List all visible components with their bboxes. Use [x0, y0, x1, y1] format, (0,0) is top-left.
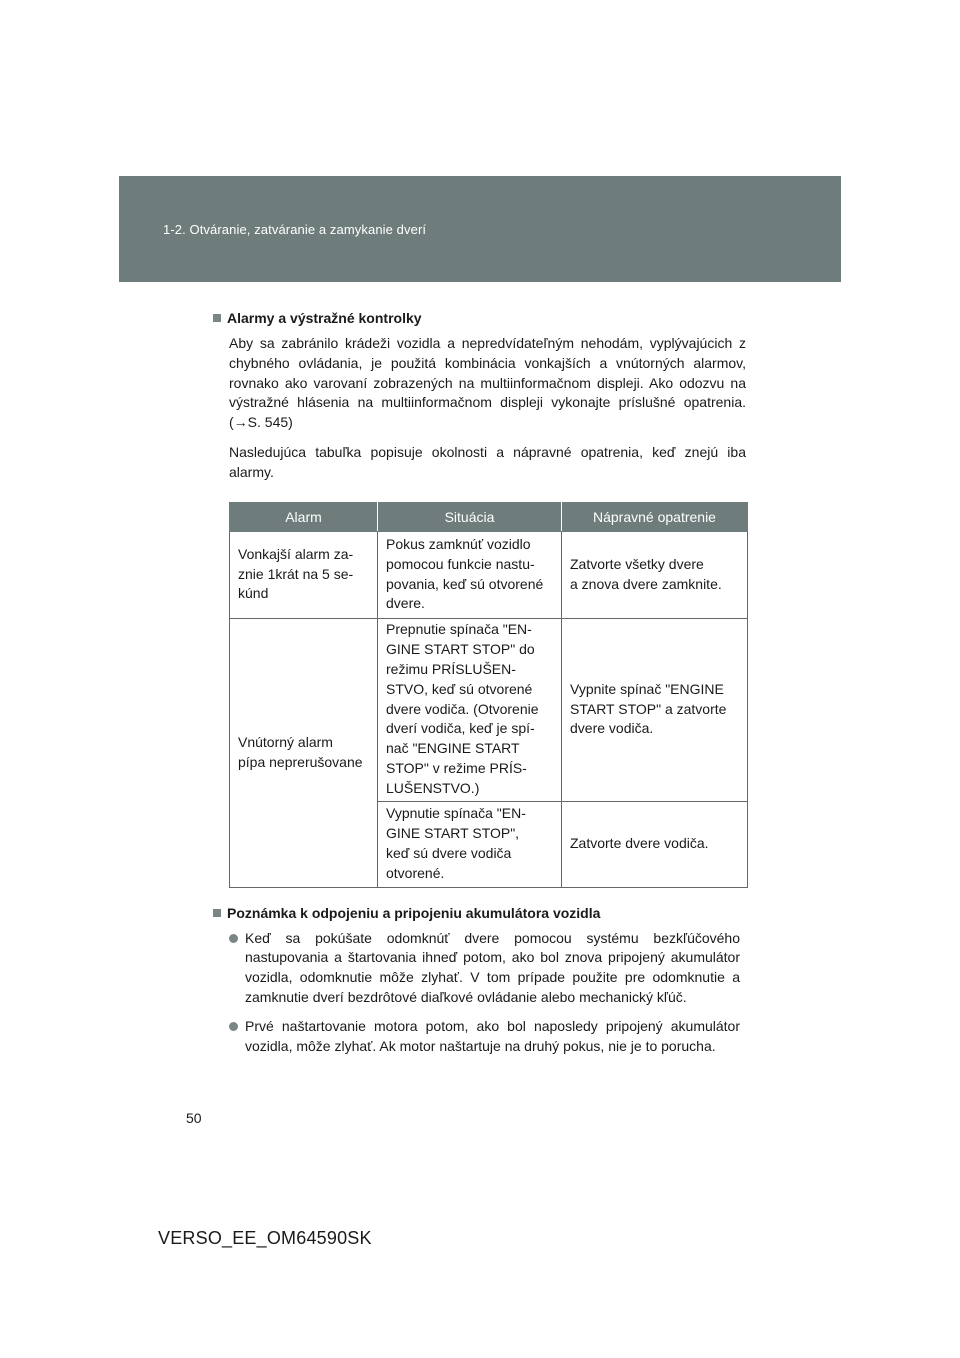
table-intro-paragraph: Nasledujúca tabuľka popisuje okolnosti a nápravné opatrenia, keď znejú iba alarmy. — [229, 443, 746, 480]
round-bullet-icon — [229, 1022, 238, 1031]
page-content — [213, 308, 746, 1065]
list-item — [229, 1017, 746, 1057]
section-heading-battery — [213, 903, 746, 923]
column-header-situation: Situácia — [378, 502, 562, 531]
round-bullet-icon — [229, 934, 238, 943]
square-bullet-icon — [213, 909, 221, 917]
section-heading-text: Alarmy a výstražné kontrolky — [227, 310, 422, 326]
section-heading-text: Poznámka k odpojeniu a pripojeniu akumulátora vozidla — [227, 904, 601, 921]
alarms-intro-paragraph: Aby sa zabránilo krádeži vozidla a nepredvídateľným nehodám, vyplývajúcich z chybného ovládania, je použitá kombinácia vonkajších a vnútorných alarmov, rovnako ako varovaní zobrazených na multiinformačnom displeji. Ako odozvu na výstražné hlásenia na multiinformačnom displeji vykonajte príslušné opatrenia. (→S. 545) — [229, 335, 746, 431]
document-code: VERSO_EE_OM64590SK — [158, 1228, 372, 1248]
table-cell-remedy: Vypnite spínač "ENGINE START STOP" a zatvorte dvere vodiča. — [562, 618, 748, 801]
list-item-text: Keď sa pokúšate odomknúť dvere pomocou systému bezkľúčového nastupovania a štartovania ihneď potom, ako bol znova pripojený akumulátor vozidla, odomknutie môže zlyhať. V tom prípade použite pre odomknutie a zamknutie dverí bezdrôtové diaľkové ovládanie alebo mechanický kľúč. — [245, 929, 740, 1005]
table-cell-alarm: Vonkajší alarm za- znie 1krát na 5 se- kúnd — [230, 531, 378, 618]
table-row — [230, 531, 748, 618]
table-header-row — [230, 502, 748, 531]
list-item-text: Prvé naštartovanie motora potom, ako bol naposledy pripojený akumulátor vozidla, môže zlyhať. Ak motor naštartuje na druhý pokus, nie je to porucha. — [245, 1017, 740, 1054]
table-cell-situation: Vypnutie spínača "EN- GINE START STOP", keď sú dvere vodiča otvorené. — [378, 801, 562, 887]
table-cell-remedy: Zatvorte dvere vodiča. — [562, 801, 748, 887]
table-cell-situation: Prepnutie spínača "EN- GINE START STOP" do režimu PRÍSLUŠEN- STVO, keď sú otvorené dvere vodiča. (Otvorenie dverí vodiča, keď je spí- nač "ENGINE START STOP" v režime PRÍS- LUŠENSTVO.) — [378, 618, 562, 801]
table-cell-remedy: Zatvorte všetky dvere a znova dvere zamknite. — [562, 531, 748, 618]
column-header-remedy: Nápravné opatrenie — [562, 502, 748, 531]
table-cell-situation: Pokus zamknúť vozidlo pomocou funkcie nastu- povania, keď sú otvorené dvere. — [378, 531, 562, 618]
column-header-alarm: Alarm — [230, 502, 378, 531]
table-row — [230, 618, 748, 801]
page-number: 50 — [186, 1110, 202, 1126]
alarm-table — [229, 502, 748, 888]
chapter-title: 1-2. Otváranie, zatváranie a zamykanie dverí — [163, 222, 427, 237]
square-bullet-icon — [213, 314, 221, 322]
section-heading-alarms — [213, 308, 746, 328]
table-cell-alarm: Vnútorný alarm pípa neprerušovane — [230, 618, 378, 887]
alarm-table-wrapper — [229, 502, 747, 888]
list-item — [229, 929, 746, 1008]
chapter-header-band — [119, 176, 841, 282]
